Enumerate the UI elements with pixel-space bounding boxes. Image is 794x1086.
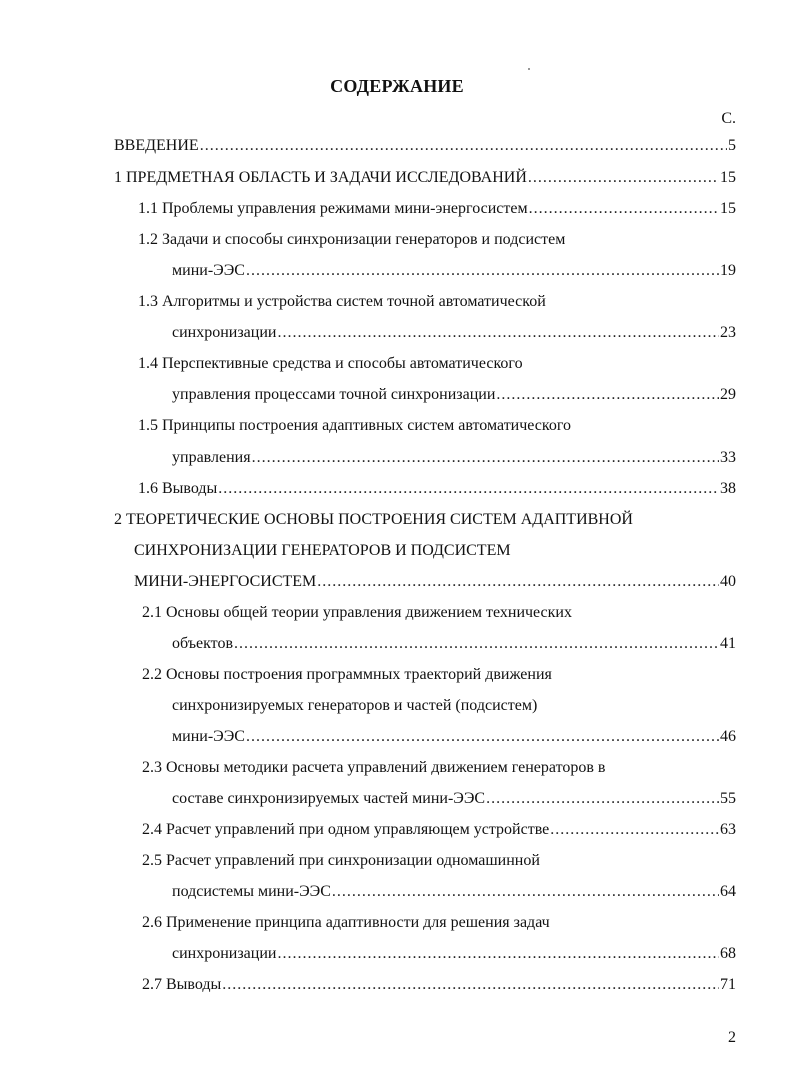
toc-entry-section-1-2-line1[interactable]: 1.2 Задачи и способы синхронизации генераторов и подсистем <box>138 231 566 248</box>
toc-entry-text: мини-ЭЭС <box>172 728 245 745</box>
toc-entry-text: составе синхронизируемых частей мини-ЭЭС <box>172 790 486 807</box>
toc-entry-section-2-3[interactable] <box>172 790 736 814</box>
toc-entry-section-2-7[interactable] <box>142 976 736 1000</box>
toc-entry-page: 63 <box>720 821 736 838</box>
toc-entry-page: 23 <box>720 324 736 341</box>
toc-leader-dots <box>528 169 719 187</box>
toc-entry-page: 40 <box>720 573 736 590</box>
toc-entry-page: 15 <box>720 200 736 217</box>
toc-entry-section-1-3-line1[interactable]: 1.3 Алгоритмы и устройства систем точной автоматической <box>138 293 546 310</box>
toc-leader-dots <box>252 449 719 467</box>
toc-leader-dots <box>317 573 719 591</box>
toc-entry-text: ВВЕДЕНИЕ <box>114 137 199 154</box>
toc-entry-section-2-3-line1[interactable]: 2.3 Основы методики расчета управлений движением генераторов в <box>142 759 606 776</box>
page-column-label: С. <box>721 110 736 127</box>
page-title: СОДЕРЖАНИЕ <box>330 76 464 96</box>
toc-entry-text: 1 ПРЕДМЕТНАЯ ОБЛАСТЬ И ЗАДАЧИ ИССЛЕДОВАНИЙ <box>114 169 527 186</box>
toc-leader-dots <box>200 137 727 155</box>
toc-entry-text: МИНИ-ЭНЕРГОСИСТЕМ <box>134 573 317 590</box>
toc-entry-page: 71 <box>720 976 736 993</box>
toc-entry-page: 68 <box>720 945 736 962</box>
toc-leader-dots <box>277 324 719 342</box>
page-number: 2 <box>728 1029 736 1046</box>
toc-entry-section-2-4[interactable] <box>142 821 736 845</box>
toc-leader-dots <box>277 945 719 963</box>
toc-entry-text: синхронизации <box>172 324 277 341</box>
toc-entry-page: 5 <box>728 137 736 154</box>
toc-leader-dots <box>529 200 719 218</box>
toc-leader-dots <box>486 790 719 808</box>
toc-entry-text: подсистемы мини-ЭЭС <box>172 883 331 900</box>
toc-entry-section-1-2[interactable] <box>172 262 736 286</box>
toc-entry-text: объектов <box>172 635 234 652</box>
toc-leader-dots <box>218 480 719 498</box>
toc-entry-section-1-1[interactable] <box>138 200 736 224</box>
toc-entry-page: 29 <box>720 386 736 403</box>
toc-leader-dots <box>332 883 719 901</box>
toc-leader-dots <box>496 386 719 404</box>
toc-entry-text: 1.6 Выводы <box>138 480 218 497</box>
toc-entry-chapter-2-line2[interactable]: СИНХРОНИЗАЦИИ ГЕНЕРАТОРОВ И ПОДСИСТЕМ <box>134 542 511 559</box>
toc-entry-section-1-4-line1[interactable]: 1.4 Перспективные средства и способы автоматического <box>138 355 523 372</box>
toc-entry-section-2-6-line1[interactable]: 2.6 Применение принципа адаптивности для решения задач <box>142 914 550 931</box>
toc-entry-text: 1.1 Проблемы управления режимами мини-энергосистем <box>138 200 528 217</box>
toc-entry-page: 38 <box>720 480 736 497</box>
toc-entry-text: 2.7 Выводы <box>142 976 222 993</box>
toc-entry-text: 2.4 Расчет управлений при одном управляющем устройстве <box>142 821 550 838</box>
toc-entry-chapter-2[interactable] <box>134 573 736 597</box>
toc-leader-dots <box>222 976 719 994</box>
toc-leader-dots <box>550 821 719 839</box>
toc-entry-chapter-2-line1[interactable]: 2 ТЕОРЕТИЧЕСКИЕ ОСНОВЫ ПОСТРОЕНИЯ СИСТЕМ АДАПТИВНОЙ <box>114 511 633 528</box>
toc-leader-dots <box>234 635 719 653</box>
toc-entry-page: 41 <box>720 635 736 652</box>
toc-entry-section-2-2[interactable] <box>172 728 736 752</box>
toc-entry-text: синхронизации <box>172 945 277 962</box>
toc-entry-section-1-5-line1[interactable]: 1.5 Принципы построения адаптивных систем автоматического <box>138 417 572 434</box>
toc-entry-section-2-1[interactable] <box>172 635 736 659</box>
toc-entry-section-1-4[interactable] <box>172 386 736 410</box>
toc-leader-dots <box>246 262 719 280</box>
toc-entry-section-2-2-line1[interactable]: 2.2 Основы построения программных траекторий движения <box>142 666 552 683</box>
toc-entry-page: 33 <box>720 449 736 466</box>
toc-entry-text: управления <box>172 449 251 466</box>
scan-speck <box>528 68 530 70</box>
toc-entry-section-1-6[interactable] <box>138 480 736 504</box>
toc-entry-section-2-2-line2[interactable]: синхронизируемых генераторов и частей (подсистем) <box>172 697 538 714</box>
toc-entry-section-2-5[interactable] <box>172 883 736 907</box>
toc-entry-page: 55 <box>720 790 736 807</box>
toc-entry-text: управления процессами точной синхронизации <box>172 386 496 403</box>
toc-entry-page: 64 <box>720 883 736 900</box>
toc-entry-chapter-1[interactable] <box>114 169 736 193</box>
toc-entry-section-2-6[interactable] <box>172 945 736 969</box>
toc-entry-page: 19 <box>720 262 736 279</box>
toc-entry-introduction[interactable] <box>114 137 736 161</box>
toc-entry-section-1-3[interactable] <box>172 324 736 348</box>
toc-entry-section-2-1-line1[interactable]: 2.1 Основы общей теории управления движением технических <box>142 604 572 621</box>
toc-entry-section-1-5[interactable] <box>172 449 736 473</box>
toc-entry-text: мини-ЭЭС <box>172 262 245 279</box>
toc-entry-page: 15 <box>720 169 736 186</box>
toc-entry-page: 46 <box>720 728 736 745</box>
toc-leader-dots <box>246 728 719 746</box>
toc-entry-section-2-5-line1[interactable]: 2.5 Расчет управлений при синхронизации одномашинной <box>142 852 540 869</box>
